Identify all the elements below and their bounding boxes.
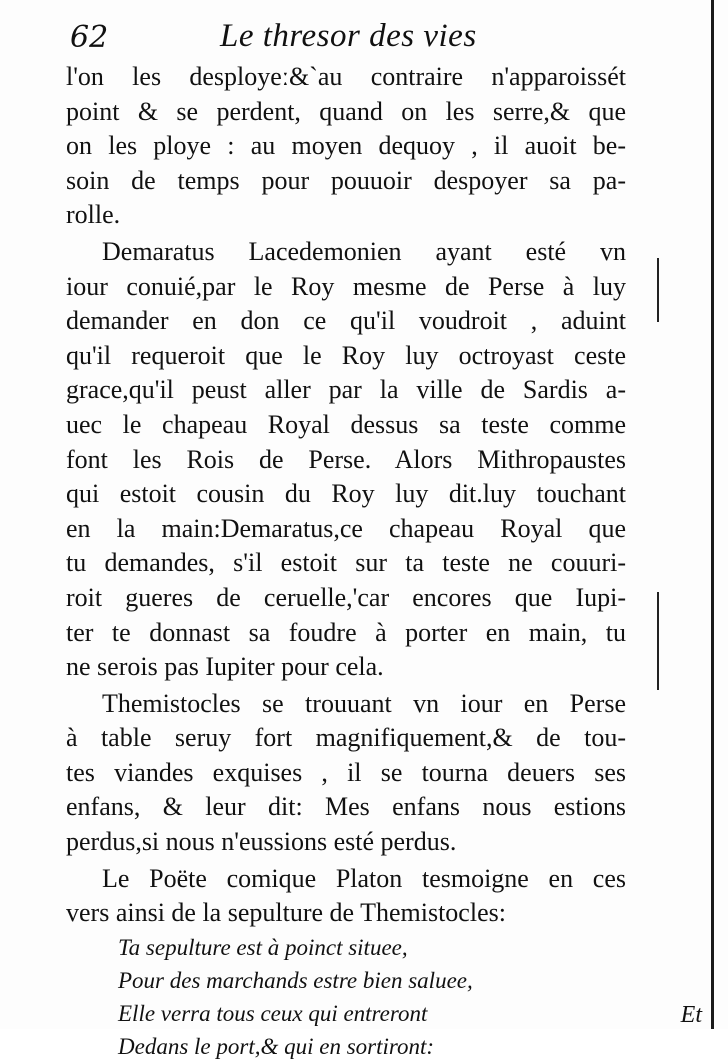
text-line: soin de temps pour pouuoir despoyer sa pa- <box>66 165 626 195</box>
text-line: tes viandes exquises , il se tourna deuers ses <box>66 757 626 787</box>
text-line: demander en don ce qu'il voudroit , aduint <box>66 306 626 336</box>
text-line: roit gueres de ceruelle,'car encores que Iupi- <box>66 582 626 612</box>
text-line: on les ploye : au moyen dequoy , il auoit be- <box>66 131 626 161</box>
verse-line: Elle verra tous ceux qui entreront <box>118 1000 428 1026</box>
text-line: l'on les desployeː&`au contraire n'apparoissét <box>66 62 626 91</box>
margin-mark-upper <box>657 258 659 322</box>
text-line: Demaratus Lacedemonien ayant esté vn <box>102 236 626 266</box>
text-line: Le Poëte comique Platon tesmoigne en ces <box>102 863 626 893</box>
running-title: Le thresor des vies <box>220 18 477 54</box>
text-line: point & se perdent, quand on les serre,& que <box>66 96 626 126</box>
text-line: font les Rois de Perse. Alors Mithropaustes <box>66 444 626 474</box>
paragraph-4 <box>66 862 626 931</box>
page-number: 62 <box>70 20 109 55</box>
text-line: grace,qu'il peust aller par la ville de Sardis a- <box>66 375 626 405</box>
verse-quotation <box>66 931 626 1063</box>
text-line: qui estoit cousin du Roy luy dit.luy touchant <box>66 479 626 509</box>
text-line: qu'il requeroit que le Roy luy octroyast ceste <box>66 340 626 370</box>
text-line: en la main:Demaratus,ce chapeau Royal que <box>66 513 626 543</box>
paragraph-3 <box>66 687 626 860</box>
verse-line: Dedans le port,& qui en sortiront: <box>118 1033 435 1059</box>
catchword: Et <box>680 1002 702 1028</box>
running-head <box>70 16 630 60</box>
text-line: ter te donnast sa foudre à porter en main, tu <box>66 617 626 647</box>
text-line: tu demandes, s'il estoit sur ta teste ne couuri- <box>66 548 626 578</box>
verse-line: Pour des marchands estre bien saluee, <box>118 967 473 993</box>
text-line: ne serois pas Iupiter pour cela. <box>66 652 384 682</box>
text-line: Themistocles se trouuant vn iour en Perse <box>102 688 626 718</box>
text-line: iour conuié,par le Roy mesme de Perse à luy <box>66 271 626 301</box>
text-line: vers ainsi de la sepulture de Themistocles: <box>66 898 506 928</box>
text-block <box>66 60 626 1063</box>
text-line: à table seruy fort magnifiquement,& de tou- <box>66 723 626 753</box>
text-line: enfans, & leur dit: Mes enfans nous estions <box>66 792 626 822</box>
paragraph-1 <box>66 60 626 233</box>
margin-mark-lower <box>657 592 659 690</box>
text-line: uec le chapeau Royal dessus sa teste comme <box>66 409 626 439</box>
paragraph-2 <box>66 235 626 685</box>
page-edge-rule <box>711 0 714 1029</box>
verse-line: Ta sepulture est à poinct situee, <box>118 934 408 960</box>
text-line: perdus,si nous n'eussions esté perdus. <box>66 827 457 857</box>
text-line: rolle. <box>66 200 121 230</box>
